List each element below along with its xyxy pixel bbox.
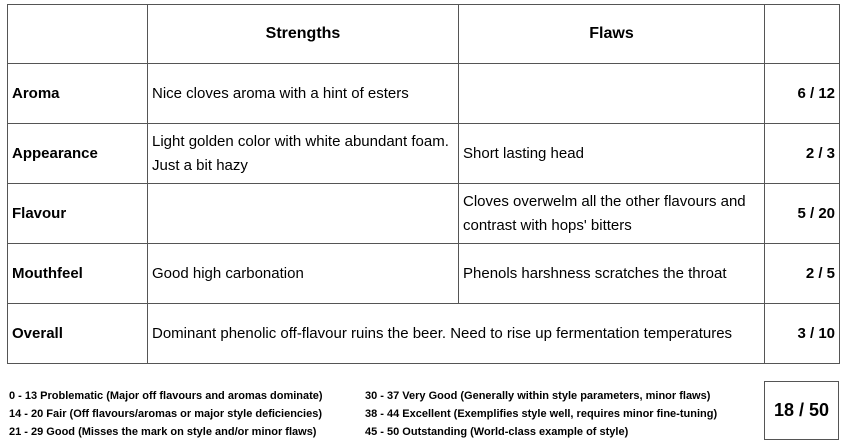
score-legend — [7, 381, 764, 441]
category-overall: Overall — [8, 304, 148, 364]
score-appearance: 2 / 3 — [765, 124, 840, 184]
table-row-overall — [8, 304, 840, 364]
scoresheet — [7, 4, 839, 441]
header-score — [765, 5, 840, 64]
legend-item: 14 - 20 Fair (Off flavours/aromas or major style deficiencies) — [9, 408, 323, 420]
score-table — [7, 4, 840, 364]
table-row-flavour — [8, 184, 840, 244]
flaws-mouthfeel: Phenols harshness scratches the throat — [459, 244, 765, 304]
legend-column-left — [9, 387, 323, 441]
category-flavour: Flavour — [8, 184, 148, 244]
total-score: 18 / 50 — [764, 381, 839, 440]
category-appearance: Appearance — [8, 124, 148, 184]
comment-overall: Dominant phenolic off-flavour ruins the beer. Need to rise up fermentation temperatures — [148, 304, 765, 364]
header-flaws: Flaws — [459, 5, 765, 64]
score-aroma: 6 / 12 — [765, 64, 840, 124]
header-strengths: Strengths — [148, 5, 459, 64]
table-row-mouthfeel — [8, 244, 840, 304]
flaws-aroma — [459, 64, 765, 124]
strengths-mouthfeel: Good high carbonation — [148, 244, 459, 304]
strengths-flavour — [148, 184, 459, 244]
score-flavour: 5 / 20 — [765, 184, 840, 244]
category-aroma: Aroma — [8, 64, 148, 124]
strengths-appearance: Light golden color with white abundant foam. Just a bit hazy — [148, 124, 459, 184]
header-row — [8, 5, 840, 64]
legend-column-right — [365, 387, 717, 441]
table-row-appearance — [8, 124, 840, 184]
category-mouthfeel: Mouthfeel — [8, 244, 148, 304]
score-mouthfeel: 2 / 5 — [765, 244, 840, 304]
table-row-aroma — [8, 64, 840, 124]
flaws-flavour: Cloves overwelm all the other flavours and contrast with hops' bitters — [459, 184, 765, 244]
strengths-aroma: Nice cloves aroma with a hint of esters — [148, 64, 459, 124]
legend-item: 38 - 44 Excellent (Exemplifies style well, requires minor fine-tuning) — [365, 408, 718, 420]
footer — [7, 381, 839, 441]
legend-item: 30 - 37 Very Good (Generally within style parameters, minor flaws) — [365, 390, 711, 402]
score-overall: 3 / 10 — [765, 304, 840, 364]
legend-item: 0 - 13 Problematic (Major off flavours and aromas dominate) — [9, 390, 323, 402]
legend-item: 21 - 29 Good (Misses the mark on style and/or minor flaws) — [9, 426, 317, 438]
legend-item: 45 - 50 Outstanding (World-class example of style) — [365, 426, 629, 438]
header-category — [8, 5, 148, 64]
flaws-appearance: Short lasting head — [459, 124, 765, 184]
